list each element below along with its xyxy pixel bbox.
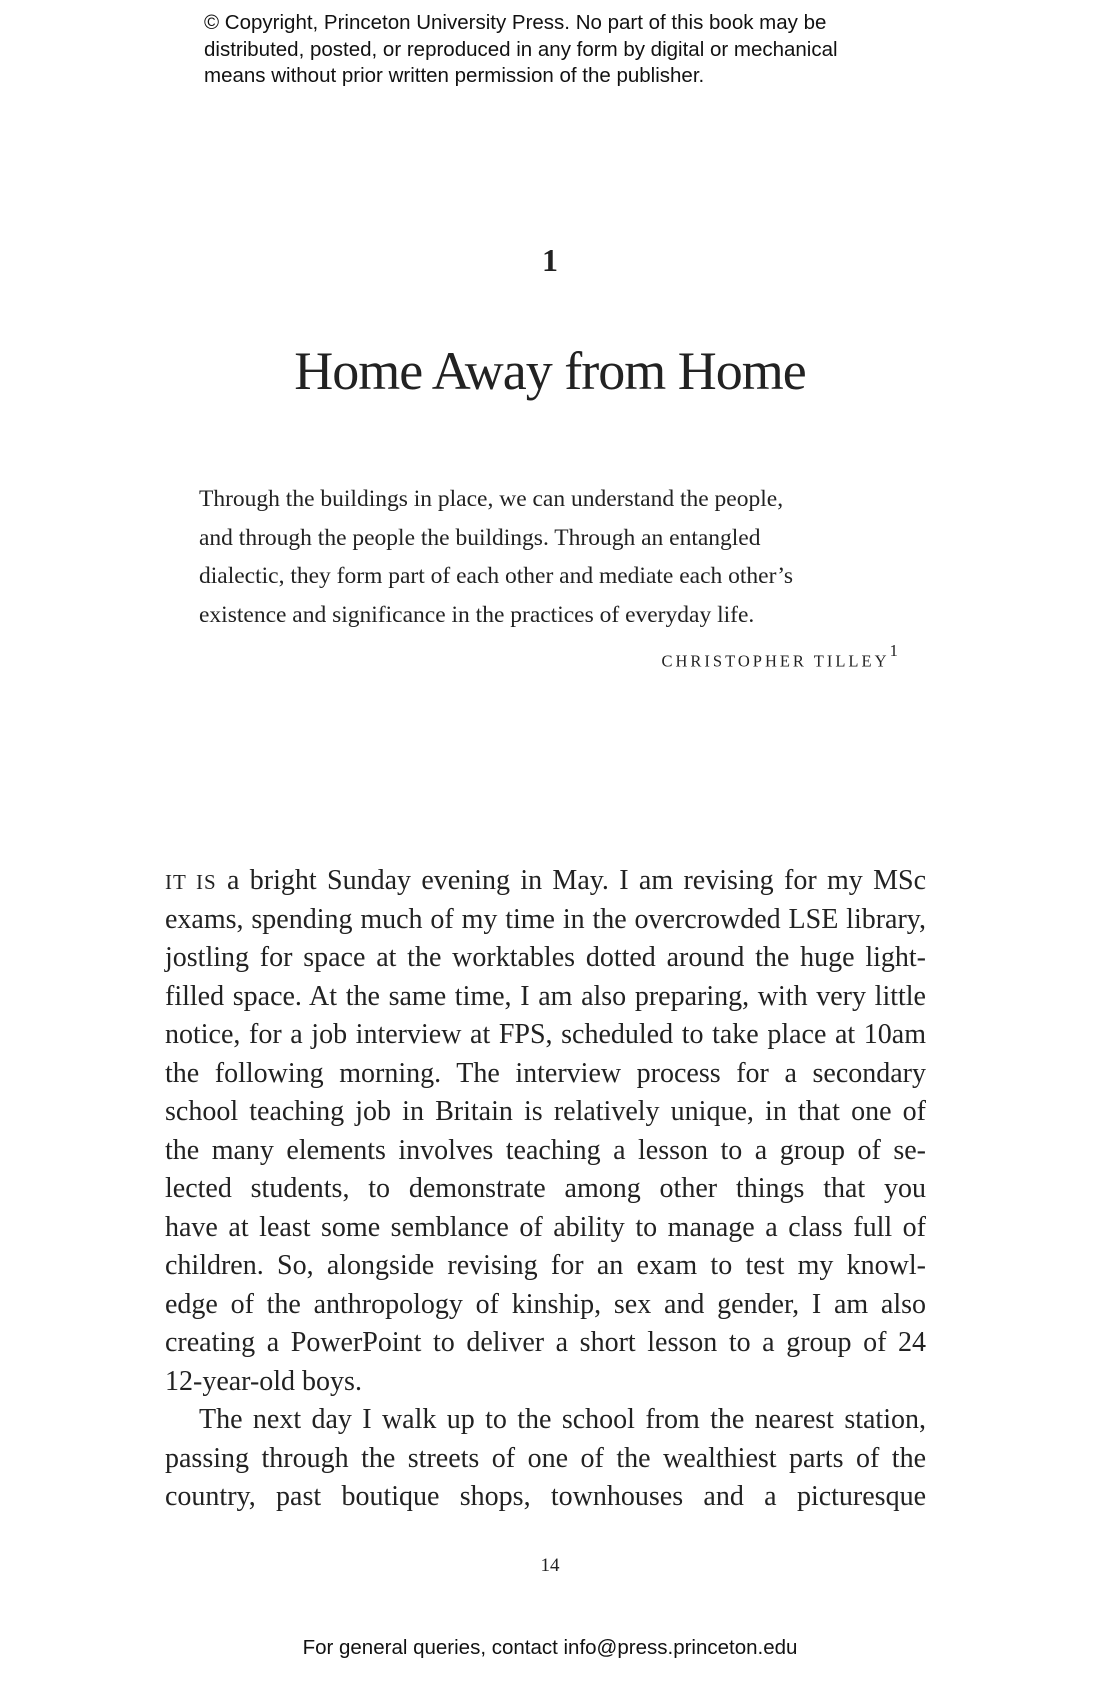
opening-smallcaps: IT IS [165,870,217,894]
body-line: country, past boutique shops, townhouses and a picturesque [165,1481,926,1512]
body-line: creating a PowerPoint to deliver a short lesson to a group of 24 [165,1327,926,1358]
footnote-reference[interactable]: 1 [889,641,898,660]
body-line: the following morning. The interview process for a secondary [165,1057,926,1089]
body-line: have at least some semblance of ability to manage a class full of [165,1211,926,1243]
body-line: school teaching job in Britain is relatively unique, in that one of [165,1096,926,1127]
chapter-number: 1 [542,242,558,278]
body-line: edge of the anthropology of kinship, sex and gender, I am also [165,1288,926,1320]
copyright-line: means without prior written permission of the publisher. [204,64,705,87]
page-number: 14 [540,1555,560,1576]
body-text [165,862,926,1517]
chapter-title: Home Away from Home [294,341,806,401]
attribution-author: CHRISTOPHER TILLEY [661,651,890,671]
epigraph-line: Through the buildings in place, we can understand the people, [199,486,784,512]
body-line: passing through the streets of one of the wealthiest parts of the [165,1442,926,1474]
epigraph-line: existence and significance in the practices of everyday life. [199,601,755,628]
body-line: the many elements involves teaching a lesson to a group of se- [165,1134,926,1166]
body-line: notice, for a job interview at FPS, scheduled to take place at 10am [165,1019,926,1050]
epigraph [199,480,919,634]
body-line: 12-year-old boys. [165,1365,362,1397]
epigraph-line: and through the people the buildings. Through an entangled [199,524,761,551]
body-line: IT IS a bright Sunday evening in May. I am revising for my MSc [165,865,926,896]
copyright-line: © Copyright, Princeton University Press. No part of this book may be [204,11,827,34]
footer-contact: For general queries, contact info@press.princeton.edu [302,1636,798,1659]
body-line: children. So, alongside revising for an exam to test my knowl- [165,1250,926,1281]
body-line: filled space. At the same time, I am also preparing, with very little [165,980,926,1012]
body-line: exams, spending much of my time in the overcrowded LSE library, [165,903,926,935]
body-line: lected students, to demonstrate among other things that you [165,1173,926,1204]
copyright-notice [204,10,924,90]
body-line: The next day I walk up to the school from the nearest station, [199,1404,926,1435]
body-line: jostling for space at the worktables dotted around the huge light- [165,942,926,973]
epigraph-attribution [661,641,898,672]
epigraph-line: dialectic, they form part of each other and mediate each other’s [199,563,793,589]
copyright-line: distributed, posted, or reproduced in any form by digital or mechanical [204,37,838,61]
